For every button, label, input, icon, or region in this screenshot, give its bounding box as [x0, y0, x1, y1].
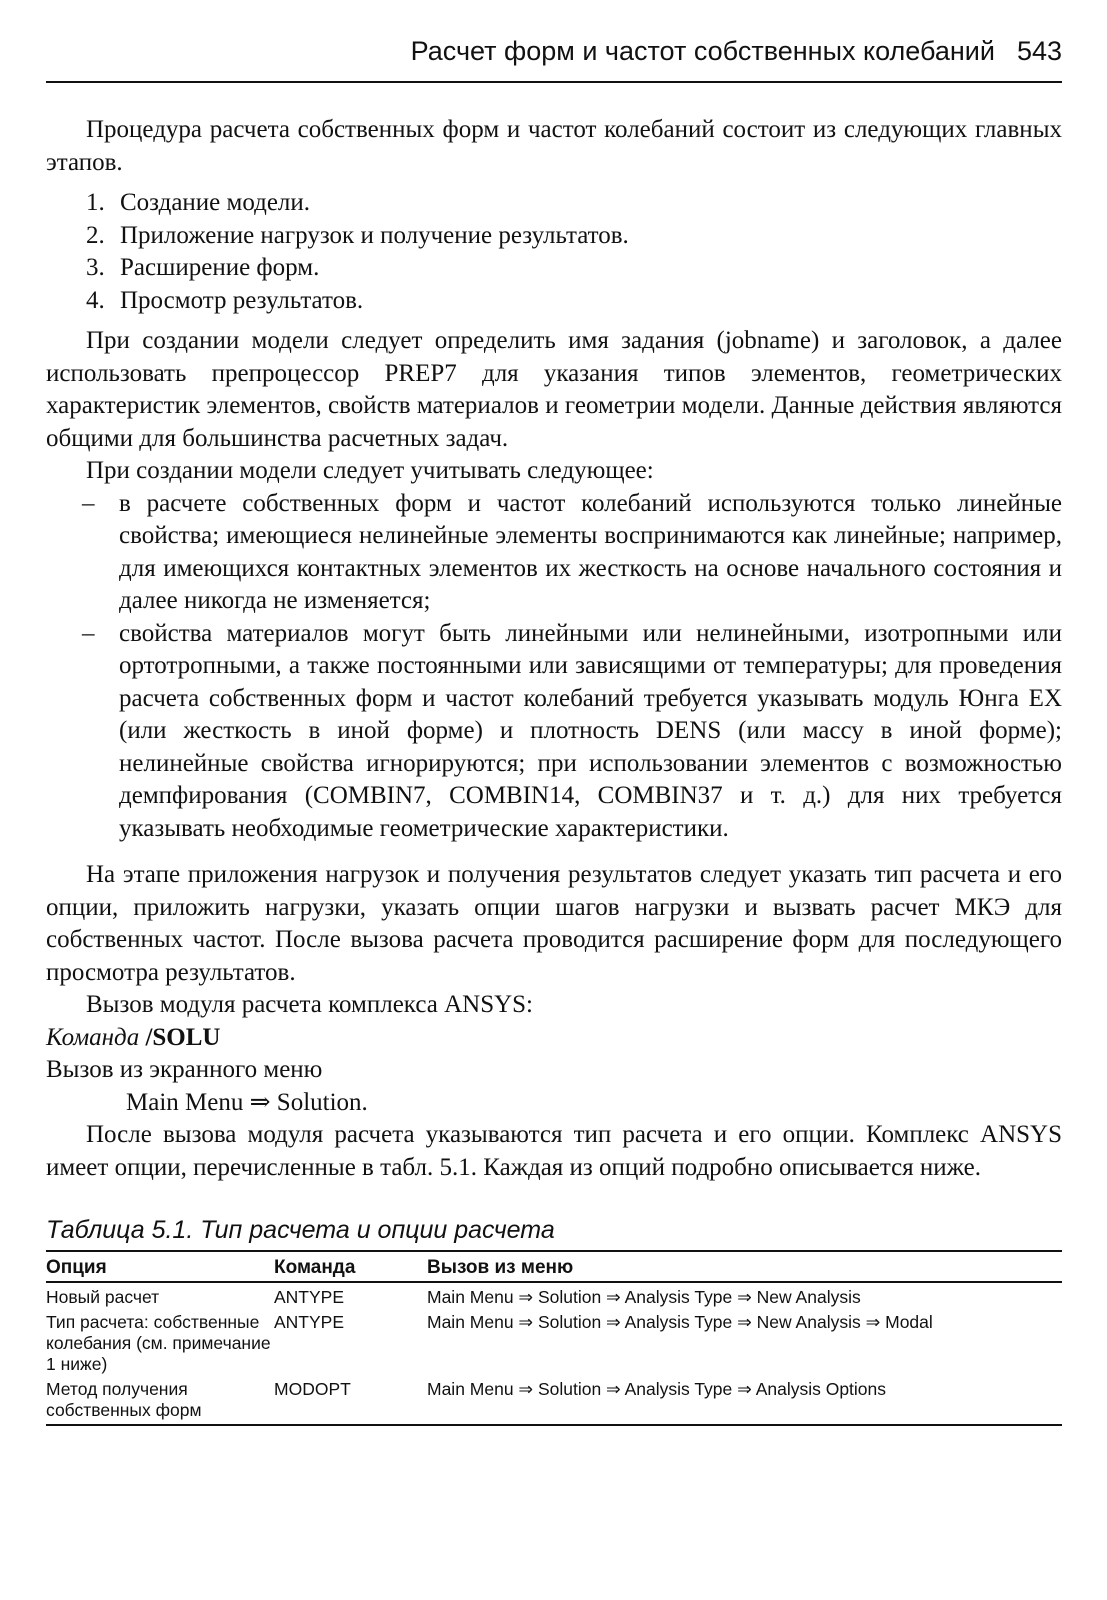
options-table	[46, 1250, 1062, 1426]
page-number: 543	[1016, 36, 1062, 66]
table-cell: ANTYPE	[274, 1312, 345, 1332]
running-header-title: Расчет форм и частот собственных колебаний	[410, 36, 995, 66]
page-body	[46, 114, 1062, 1426]
considerations-list	[46, 488, 1062, 846]
column-header-option: Опция	[46, 1257, 107, 1278]
dash-bullet: –	[82, 489, 95, 517]
command-line	[46, 1022, 1062, 1055]
table-cell: ANTYPE	[274, 1287, 345, 1307]
intro-paragraph: Процедура расчета собственных форм и частот колебаний состоит из следующих главных этапов.	[46, 116, 1062, 176]
table-cell: Тип расчета: собственные колебания (см. примечание 1 ниже)	[46, 1312, 271, 1374]
table-row	[46, 1282, 1062, 1308]
column-header-menu: Вызов из меню	[427, 1257, 574, 1278]
after-call-paragraph: После вызова модуля расчета указываются тип расчета и его опции. Комплекс ANSYS имеет опции, перечисленные в табл. 5.1. Каждая из опций подробно описывается ниже.	[46, 1121, 1062, 1181]
list-item: 1. Создание модели.	[86, 189, 311, 216]
dash-bullet: –	[82, 619, 95, 647]
table-caption: Таблица 5.1. Тип расчета и опции расчета	[46, 1216, 555, 1244]
list-item: – в расчете собственных форм и частот колебаний используются только линейные свойства; имеющиеся нелинейные элементы воспринимаются как линейные; например, для имеющихся контактных элементов их жесткость на основе начального состояния и далее никогда не изменяется;	[82, 489, 1062, 614]
menu-call-paragraph: Вызов из экранного меню	[46, 1056, 323, 1083]
column-header-command: Команда	[274, 1257, 356, 1278]
table-cell: Main Menu ⇒ Solution ⇒ Analysis Type ⇒ Analysis Options	[427, 1379, 887, 1399]
table-cell: Main Menu ⇒ Solution ⇒ Analysis Type ⇒ New Analysis ⇒ Modal	[427, 1312, 933, 1332]
consider-paragraph: При создании модели следует учитывать следующее:	[86, 457, 654, 484]
list-item: 3. Расширение форм.	[86, 254, 320, 281]
list-item: 4. Просмотр результатов.	[86, 286, 364, 314]
command-label: Команда	[46, 1023, 140, 1051]
table-cell: Метод получения собственных форм	[46, 1379, 202, 1420]
table-cell: MODOPT	[274, 1379, 351, 1399]
table-row	[46, 1308, 1062, 1375]
running-header	[46, 36, 1062, 67]
list-item: – свойства материалов могут быть линейными или нелинейными, изотропными или ортотропными, а также постоянными или зависящими от температуры; для проведения расчета собственных форм и частот колебаний требуется указывать модуль Юнга EX (или жесткость в иной форме) и плотность DENS (или массу в иной форме); нелинейные свойства игнорируются; при использовании элементов с возможностью демпфирования (COMBIN7, COMBIN14, COMBIN37 и т. д.) для них требуется указывать необходимые геометрические характеристики.	[82, 619, 1062, 842]
table-row	[46, 1375, 1062, 1425]
command-name: /SOLU	[145, 1023, 221, 1051]
menu-path: Main Menu ⇒ Solution.	[126, 1088, 368, 1116]
table-cell: Main Menu ⇒ Solution ⇒ Analysis Type ⇒ New Analysis	[427, 1287, 861, 1307]
model-paragraph: При создании модели следует определить имя задания (jobname) и заголовок, а далее использовать препроцессор PREP7 для указания типов элементов, геометрических характеристик элементов, свойств материалов и геометрии модели. Данные действия являются общими для большинства расчетных задач.	[46, 327, 1062, 452]
loads-paragraph: На этапе приложения нагрузок и получения результатов следует указать тип расчета и его опции, приложить нагрузки, указать опции шагов нагрузки и вызвать расчет МКЭ для собственных частот. После вызова расчета проводится расширение форм для последующего просмотра результатов.	[46, 861, 1062, 986]
header-rule	[46, 81, 1062, 83]
table-header-row	[46, 1251, 1062, 1282]
table-cell: Новый расчет	[46, 1287, 160, 1307]
list-item: 2. Приложение нагрузок и получение результатов.	[86, 221, 629, 249]
steps-list	[46, 187, 1062, 317]
solver-call-paragraph: Вызов модуля расчета комплекса ANSYS:	[86, 991, 533, 1018]
